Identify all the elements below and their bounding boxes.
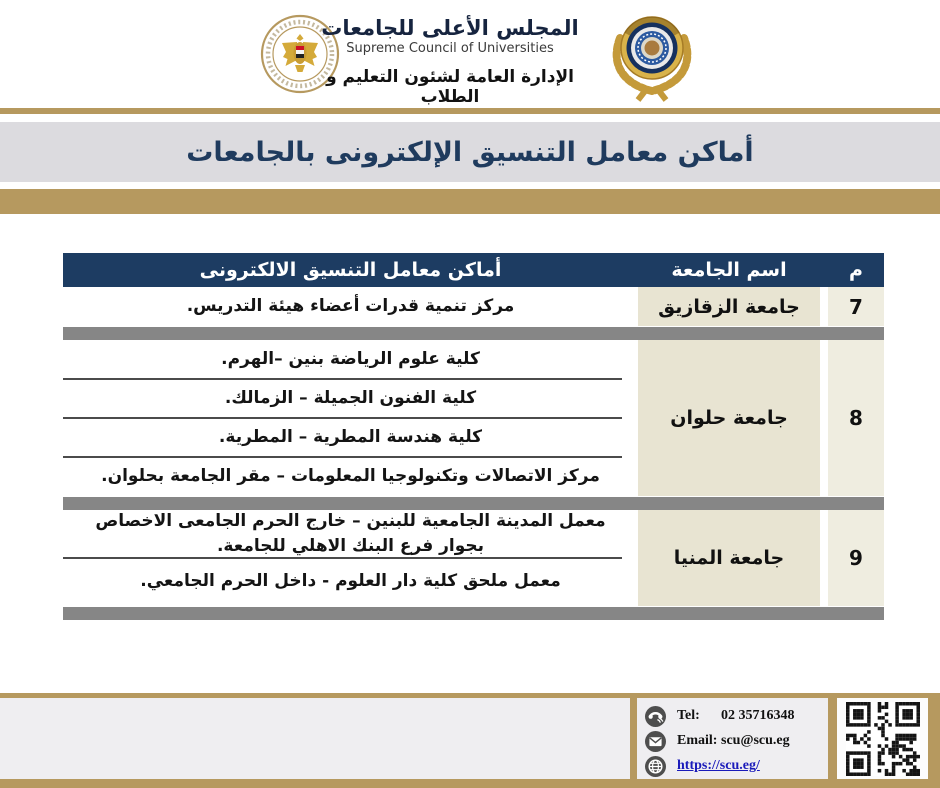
- qr-code-area: [837, 698, 928, 779]
- page-header: [0, 0, 940, 108]
- header-locations: أماكن معامل التنسيق الالكترونى: [199, 259, 502, 281]
- locations-column: [63, 287, 638, 326]
- globe-icon: [645, 756, 666, 777]
- column-gap: [820, 340, 828, 496]
- footer-right-strip: [928, 698, 940, 779]
- tel-value: 02 35716348: [721, 708, 795, 723]
- contact-info: [645, 704, 825, 779]
- university-group: [63, 510, 884, 606]
- gold-divider-top: [0, 108, 940, 114]
- tel-label: Tel:: [677, 708, 700, 723]
- university-name-cell: جامعة الزقازيق: [638, 287, 820, 326]
- location-cell: كلية الفنون الجميلة – الزمالك.: [63, 379, 638, 418]
- email-value: scu@scu.eg: [721, 733, 790, 748]
- header-university: اسم الجامعة: [671, 259, 787, 281]
- location-cell: معمل ملحق كلية دار العلوم - داخل الحرم الجامعي.: [140, 571, 561, 592]
- footer-divider-right: [828, 698, 837, 779]
- contact-row-website: [645, 754, 825, 778]
- university-name-cell: جامعة المنيا: [638, 510, 820, 606]
- location-cell: معمل المدينة الجامعية للبنين – خارج الحرم الجامعى الاخصاص بجوار فرع البنك الاهلي للجامعة.: [63, 510, 638, 558]
- phone-icon: [645, 706, 666, 727]
- universities-table: [63, 253, 884, 620]
- locations-column: [63, 510, 638, 606]
- group-separator-bar: [63, 327, 884, 340]
- university-group: [63, 340, 884, 496]
- contact-row-email: [645, 729, 825, 753]
- contact-row-tel: [645, 704, 825, 728]
- title-band: [0, 122, 940, 182]
- email-label: Email:: [677, 733, 718, 748]
- location-cell: كلية علوم الرياضة بنين –الهرم.: [63, 340, 638, 379]
- group-separator-bar: [63, 607, 884, 620]
- column-gap: [820, 510, 828, 606]
- org-identity: [320, 16, 580, 107]
- row-number-cell: 8: [828, 340, 884, 496]
- location-cell: مركز الاتصالات وتكنولوجيا المعلومات – مقر الجامعة بحلوان.: [101, 465, 600, 486]
- website-link[interactable]: https://scu.eg/: [677, 758, 760, 773]
- university-name-cell: جامعة حلوان: [638, 340, 820, 496]
- qr-code: [846, 702, 920, 776]
- footer: [0, 698, 940, 779]
- footer-divider-left: [630, 698, 637, 779]
- row-number-cell: 7: [828, 287, 884, 326]
- scu-emblem-logo: [601, 6, 703, 104]
- location-cell: مركز تنمية قدرات أعضاء هيئة التدريس.: [186, 295, 515, 316]
- header-number: م: [849, 259, 863, 281]
- locations-column: [63, 340, 638, 496]
- row-number-cell: 9: [828, 510, 884, 606]
- email-icon: [645, 731, 666, 752]
- location-cell: كلية هندسة المطرية – المطرية.: [63, 418, 638, 457]
- table-header-row: [63, 253, 884, 287]
- gold-divider-under-title: [0, 189, 940, 214]
- page-title: أماكن معامل التنسيق الإلكترونى بالجامعات: [186, 136, 754, 168]
- column-gap: [820, 287, 828, 326]
- university-group: [63, 287, 884, 326]
- department-title: الإدارة العامة لشئون التعليم و الطلاب: [326, 67, 574, 107]
- org-title-english: Supreme Council of Universities: [346, 41, 554, 56]
- org-title-arabic: المجلس الأعلى للجامعات: [321, 16, 579, 40]
- gold-bar-bottom: [0, 779, 940, 788]
- table-body: [63, 287, 884, 620]
